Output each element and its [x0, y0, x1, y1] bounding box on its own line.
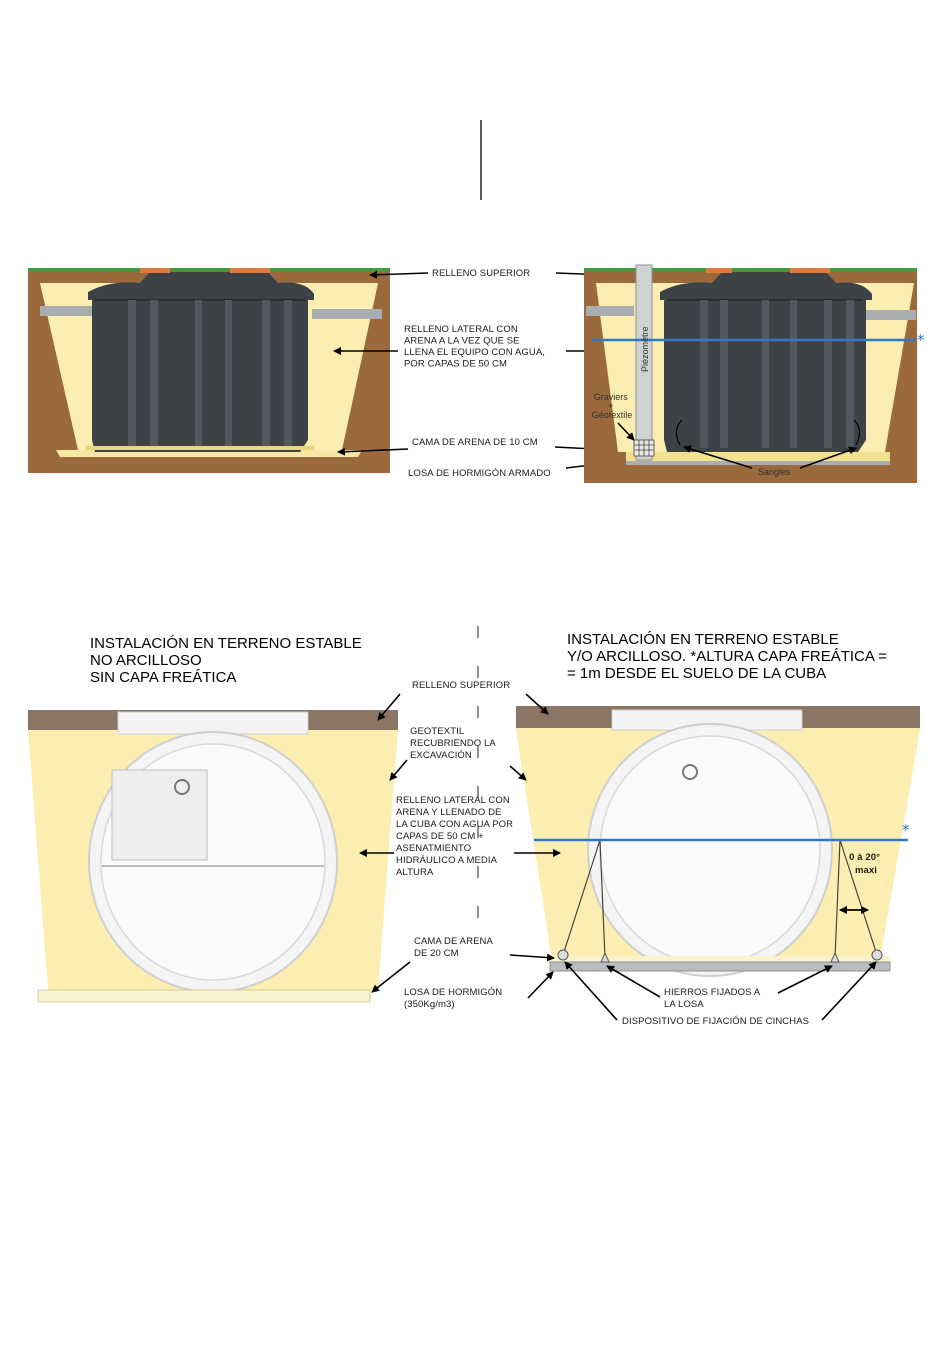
bottom-right-cross-section — [516, 706, 920, 976]
tank-black-left — [88, 268, 314, 452]
top-left-cross-section — [28, 268, 390, 473]
bottom-label-losa: LOSA DE HORMIGÓN (350Kg/m3) — [404, 987, 503, 1010]
bottom-label-cama-arena: CAMA DE ARENA DE 20 CM — [414, 936, 493, 959]
bottom-label-geotextil: GEOTEXTIL RECUBRIENDO LA EXCAVACIÓN — [410, 726, 496, 761]
bottom-right-title: INSTALACIÓN EN TERRENO ESTABLE Y/O ARCILLOSO. *ALTURA CAPA FREÁTICA = = 1m DESDE EL SUELO DE LA CUBA — [567, 631, 887, 682]
water-table-star-bottom: * — [902, 821, 910, 839]
top-label-cama-arena: CAMA DE ARENA DE 10 CM — [412, 437, 538, 448]
bottom-label-hierros: HIERROS FIJADOS A LA LOSA — [664, 987, 760, 1010]
bottom-left-title: INSTALACIÓN EN TERRENO ESTABLE NO ARCILLOSO SIN CAPA FREÁTICA — [90, 635, 362, 686]
bottom-label-relleno-superior: RELLENO SUPERIOR — [412, 680, 511, 691]
top-label-losa: LOSA DE HORMIGÓN ARMADO — [408, 468, 551, 479]
bottom-label-relleno-lateral: RELLENO LATERAL CON ARENA Y LLENADO DE LA CUBA CON AGUA POR CAPAS DE 50 CM + ASENATMIENTO HIDRÁULICO A MEDIA ALTURA — [396, 795, 514, 878]
bottom-left-cross-section — [28, 710, 398, 1002]
bottom-label-dispositivo: DISPOSITIVO DE FIJACIÓN DE CINCHAS — [622, 1016, 810, 1027]
water-table-star-top: * — [917, 331, 925, 349]
gravel-geotextile-grid — [634, 440, 654, 456]
sangles-label: Sangles — [758, 467, 791, 477]
top-label-relleno-superior: RELLENO SUPERIOR — [432, 268, 531, 279]
graviers-label: Graviers + Géotextile — [591, 392, 633, 420]
piezometre-label: Piézomètre — [640, 326, 650, 372]
angle-label: 0 à 20° maxi — [849, 852, 881, 876]
tank-black-right — [660, 268, 872, 452]
top-label-relleno-lateral: RELLENO LATERAL CON ARENA A LA VEZ QUE SE LLENA EL EQUIPO CON AGUA, POR CAPAS DE 50 CM — [404, 324, 546, 370]
top-right-cross-section — [584, 265, 917, 483]
